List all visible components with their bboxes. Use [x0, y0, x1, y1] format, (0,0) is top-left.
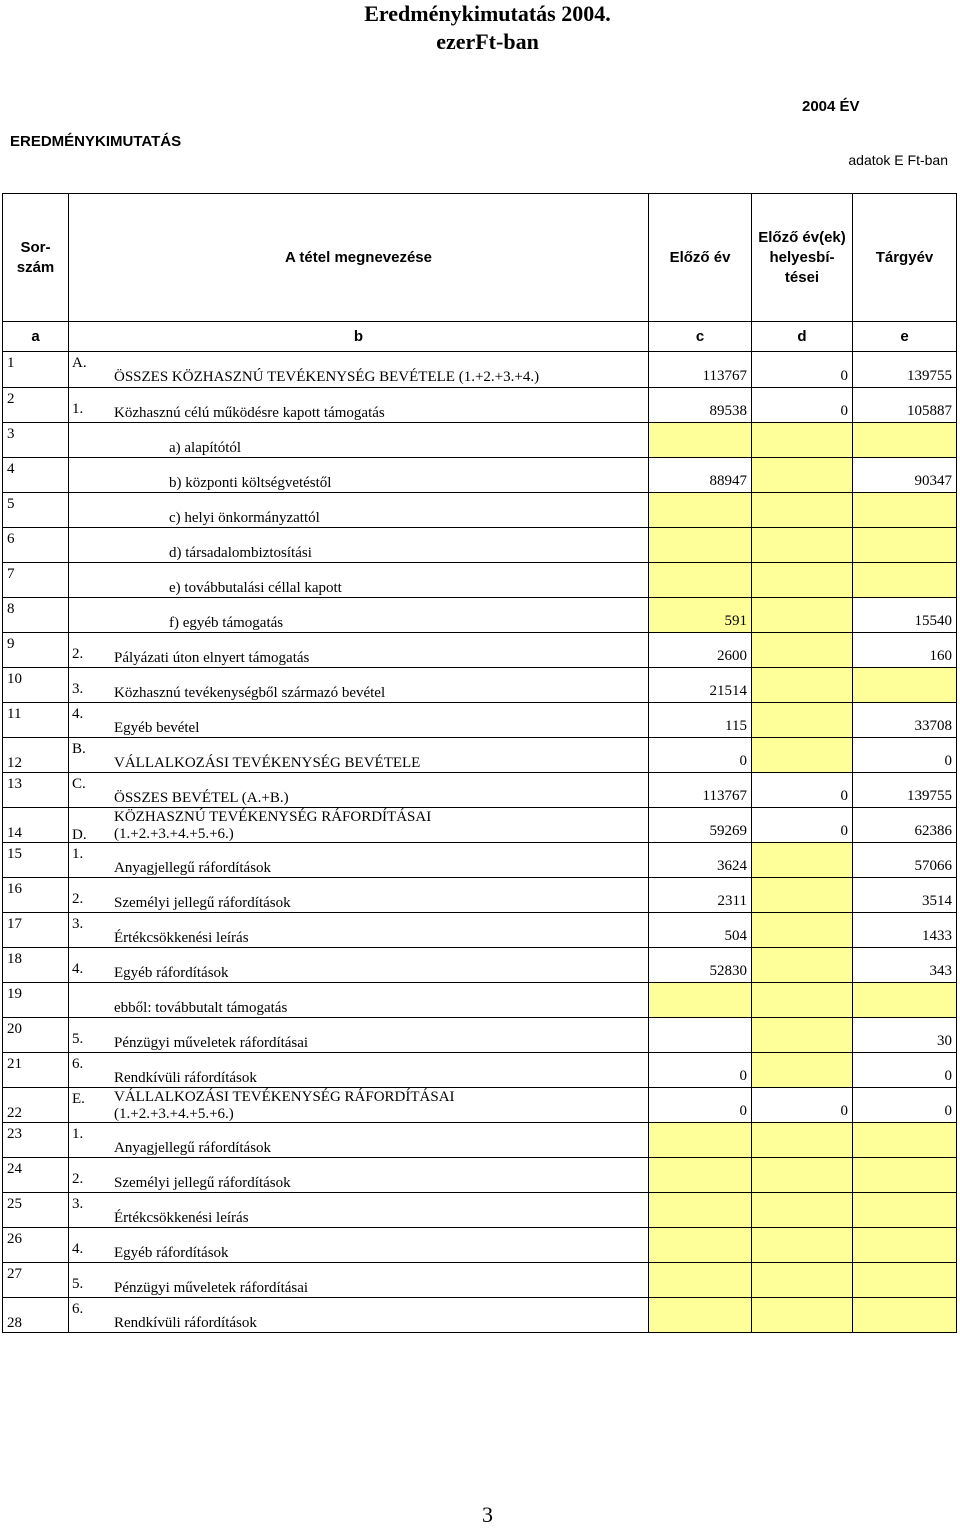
row-label-cell	[69, 1053, 649, 1088]
table-row	[3, 528, 957, 563]
row-code: 2.	[72, 646, 84, 662]
table-row	[3, 843, 957, 878]
prev-year-value	[649, 423, 752, 458]
current-year-value: 33708	[853, 703, 957, 738]
table-row	[3, 352, 957, 388]
row-label-cell	[69, 563, 649, 598]
prev-year-value: 2311	[649, 878, 752, 913]
row-code: 3.	[72, 916, 84, 932]
row-number: 9	[3, 633, 69, 668]
row-label-cell	[69, 1298, 649, 1333]
col-header-prev: Előző év	[649, 194, 752, 322]
row-label: Értékcsökkenési leírás	[114, 930, 249, 946]
table-row	[3, 773, 957, 808]
row-label-cell	[69, 598, 649, 633]
prev-year-value	[649, 528, 752, 563]
row-code: 2.	[72, 1171, 84, 1187]
revision-value	[752, 703, 853, 738]
row-label: f) egyéb támogatás	[169, 615, 284, 631]
row-number: 3	[3, 423, 69, 458]
prev-year-value: 89538	[649, 388, 752, 423]
prev-year-value: 52830	[649, 948, 752, 983]
row-code: C.	[72, 776, 86, 792]
row-label: Pénzügyi műveletek ráfordításai	[114, 1280, 309, 1296]
row-number: 24	[3, 1158, 69, 1193]
row-label-cell	[69, 948, 649, 983]
table-row	[3, 1053, 957, 1088]
letter-e: e	[853, 322, 957, 352]
row-code: 5.	[72, 1276, 84, 1292]
row-number: 5	[3, 493, 69, 528]
current-year-value	[853, 528, 957, 563]
page-number: 3	[482, 1502, 493, 1527]
row-label-cell	[69, 388, 649, 423]
row-code: 6.	[72, 1056, 84, 1072]
prev-year-value	[649, 1123, 752, 1158]
col-header-name: A tétel megnevezése	[69, 194, 649, 322]
row-number: 25	[3, 1193, 69, 1228]
revision-value	[752, 878, 853, 913]
revision-value	[752, 983, 853, 1018]
row-label-cell	[69, 633, 649, 668]
row-number: 1	[3, 352, 69, 388]
prev-year-value	[649, 1298, 752, 1333]
row-label: Egyéb ráfordítások	[114, 1245, 229, 1261]
row-number: 15	[3, 843, 69, 878]
row-label: Értékcsökkenési leírás	[114, 1210, 249, 1226]
revision-value	[752, 1193, 853, 1228]
current-year-value: 15540	[853, 598, 957, 633]
row-label-cell	[69, 808, 649, 843]
prev-year-value: 59269	[649, 808, 752, 843]
row-code: 1.	[72, 401, 84, 417]
row-label-cell	[69, 1263, 649, 1298]
table-row	[3, 983, 957, 1018]
row-label-cell	[69, 1228, 649, 1263]
revision-value: 0	[752, 773, 853, 808]
row-label: Anyagjellegű ráfordítások	[114, 860, 272, 876]
row-number: 4	[3, 458, 69, 493]
current-year-value: 1433	[853, 913, 957, 948]
prev-year-value: 21514	[649, 668, 752, 703]
row-number: 10	[3, 668, 69, 703]
revision-value	[752, 423, 853, 458]
revision-value	[752, 843, 853, 878]
row-code: 3.	[72, 1196, 84, 1212]
current-year-value	[853, 1263, 957, 1298]
table-row	[3, 1263, 957, 1298]
row-label-formula: (1.+2.+3.+4.+5.+6.)	[114, 826, 234, 842]
revision-value	[752, 528, 853, 563]
prev-year-value	[649, 1018, 752, 1053]
revision-value	[752, 948, 853, 983]
table-row	[3, 388, 957, 423]
row-label-cell	[69, 878, 649, 913]
row-label-cell	[69, 668, 649, 703]
row-number: 17	[3, 913, 69, 948]
row-code: A.	[72, 355, 87, 371]
row-number: 14	[3, 808, 69, 843]
row-code: 4.	[72, 706, 84, 722]
prev-year-value: 113767	[649, 352, 752, 388]
table-row	[3, 913, 957, 948]
letter-a: a	[3, 322, 69, 352]
income-statement-table	[2, 193, 957, 1333]
current-year-value	[853, 423, 957, 458]
current-year-value: 139755	[853, 352, 957, 388]
table-row	[3, 668, 957, 703]
document-title: Eredménykimutatás 2004.	[364, 1, 611, 26]
row-number: 19	[3, 983, 69, 1018]
table-row	[3, 1193, 957, 1228]
prev-year-value	[649, 1263, 752, 1298]
row-label: Pályázati úton elnyert támogatás	[114, 650, 310, 666]
current-year-value: 0	[853, 1088, 957, 1123]
current-year-value	[853, 563, 957, 598]
table-row	[3, 1228, 957, 1263]
current-year-value	[853, 1228, 957, 1263]
current-year-value: 3514	[853, 878, 957, 913]
row-number: 2	[3, 388, 69, 423]
row-label-cell	[69, 423, 649, 458]
prev-year-value: 88947	[649, 458, 752, 493]
revision-value	[752, 633, 853, 668]
row-label-cell	[69, 1088, 649, 1123]
row-code: 1.	[72, 846, 84, 862]
row-number: 21	[3, 1053, 69, 1088]
prev-year-value	[649, 493, 752, 528]
row-code: 6.	[72, 1301, 84, 1317]
prev-year-value	[649, 563, 752, 598]
revision-value	[752, 563, 853, 598]
current-year-value	[853, 1123, 957, 1158]
revision-value: 0	[752, 352, 853, 388]
year-label: 2004 ÉV	[802, 98, 860, 115]
revision-value	[752, 598, 853, 633]
current-year-value: 62386	[853, 808, 957, 843]
current-year-value: 30	[853, 1018, 957, 1053]
table-row	[3, 1298, 957, 1333]
prev-year-value: 113767	[649, 773, 752, 808]
revision-value: 0	[752, 808, 853, 843]
table-row	[3, 563, 957, 598]
row-label: Pénzügyi műveletek ráfordításai	[114, 1035, 309, 1051]
prev-year-value: 0	[649, 1088, 752, 1123]
revision-value	[752, 1298, 853, 1333]
revision-value	[752, 1263, 853, 1298]
row-number: 23	[3, 1123, 69, 1158]
row-label-cell	[69, 1158, 649, 1193]
row-code: 3.	[72, 681, 84, 697]
row-code: 2.	[72, 891, 84, 907]
current-year-value: 0	[853, 738, 957, 773]
current-year-value	[853, 668, 957, 703]
revision-value	[752, 493, 853, 528]
current-year-value: 160	[853, 633, 957, 668]
current-year-value	[853, 1298, 957, 1333]
revision-value	[752, 1018, 853, 1053]
row-label-cell	[69, 493, 649, 528]
row-number: 28	[3, 1298, 69, 1333]
col-header-curr: Tárgyév	[853, 194, 957, 322]
letter-b: b	[69, 322, 649, 352]
row-label-cell	[69, 528, 649, 563]
row-label: Közhasznú célú működésre kapott támogatás	[114, 405, 385, 421]
row-label: Rendkívüli ráfordítások	[114, 1070, 257, 1086]
table-row	[3, 1088, 957, 1123]
prev-year-value: 0	[649, 1053, 752, 1088]
letter-c: c	[649, 322, 752, 352]
row-label: e) továbbutalási céllal kapott	[169, 580, 342, 596]
row-label: Egyéb ráfordítások	[114, 965, 229, 981]
row-label: d) társadalombiztosítási	[169, 545, 312, 561]
table-row	[3, 738, 957, 773]
header-row	[3, 194, 957, 322]
revision-value: 0	[752, 388, 853, 423]
row-label: Személyi jellegű ráfordítások	[114, 895, 291, 911]
table-row	[3, 598, 957, 633]
row-label-cell	[69, 773, 649, 808]
row-label-cell	[69, 738, 649, 773]
current-year-value: 90347	[853, 458, 957, 493]
letter-d: d	[752, 322, 853, 352]
row-number: 22	[3, 1088, 69, 1123]
row-label-cell	[69, 458, 649, 493]
col-header-sorszam: Sor-szám	[3, 194, 69, 322]
current-year-value: 105887	[853, 388, 957, 423]
current-year-value: 57066	[853, 843, 957, 878]
row-number: 6	[3, 528, 69, 563]
row-code: E.	[72, 1091, 85, 1107]
row-number: 11	[3, 703, 69, 738]
row-label: VÁLLALKOZÁSI TEVÉKENYSÉG RÁFORDÍTÁSAI	[114, 1089, 455, 1105]
row-label-cell	[69, 1193, 649, 1228]
revision-value	[752, 458, 853, 493]
row-code: 4.	[72, 1241, 84, 1257]
row-label: Személyi jellegű ráfordítások	[114, 1175, 291, 1191]
current-year-value: 0	[853, 1053, 957, 1088]
prev-year-value: 115	[649, 703, 752, 738]
table-row	[3, 1158, 957, 1193]
revision-value: 0	[752, 1088, 853, 1123]
row-label: ÖSSZES BEVÉTEL (A.+B.)	[114, 790, 289, 806]
row-number: 27	[3, 1263, 69, 1298]
row-number: 26	[3, 1228, 69, 1263]
row-label: Anyagjellegű ráfordítások	[114, 1140, 272, 1156]
current-year-value: 343	[853, 948, 957, 983]
row-number: 7	[3, 563, 69, 598]
prev-year-value: 504	[649, 913, 752, 948]
current-year-value	[853, 983, 957, 1018]
revision-value	[752, 1123, 853, 1158]
row-number: 12	[3, 738, 69, 773]
table-row	[3, 878, 957, 913]
row-code: 1.	[72, 1126, 84, 1142]
row-label-cell	[69, 843, 649, 878]
current-year-value: 139755	[853, 773, 957, 808]
col-header-rev: Előző év(ek) helyesbí-tései	[752, 194, 853, 322]
table-row	[3, 948, 957, 983]
row-code: B.	[72, 741, 86, 757]
prev-year-value	[649, 1193, 752, 1228]
current-year-value	[853, 493, 957, 528]
revision-value	[752, 1228, 853, 1263]
row-label: ÖSSZES KÖZHASZNÚ TEVÉKENYSÉG BEVÉTELE (1.+2.+3.+4.)	[114, 369, 540, 385]
revision-value	[752, 738, 853, 773]
row-label-formula: (1.+2.+3.+4.+5.+6.)	[114, 1106, 234, 1122]
row-number: 20	[3, 1018, 69, 1053]
revision-value	[752, 1053, 853, 1088]
table-row	[3, 423, 957, 458]
unit-label: adatok E Ft-ban	[848, 152, 948, 168]
row-label-cell	[69, 1123, 649, 1158]
row-label: b) központi költségvetéstől	[169, 475, 332, 491]
prev-year-value	[649, 1158, 752, 1193]
revision-value	[752, 913, 853, 948]
current-year-value	[853, 1158, 957, 1193]
prev-year-value: 2600	[649, 633, 752, 668]
table-row	[3, 493, 957, 528]
row-label: ebből: továbbutalt támogatás	[114, 1000, 288, 1016]
row-label-cell	[69, 913, 649, 948]
prev-year-value: 0	[649, 738, 752, 773]
row-code: 5.	[72, 1031, 84, 1047]
row-label: KÖZHASZNÚ TEVÉKENYSÉG RÁFORDÍTÁSAI	[114, 809, 432, 825]
report-label: EREDMÉNYKIMUTATÁS	[10, 133, 182, 150]
revision-value	[752, 668, 853, 703]
prev-year-value	[649, 983, 752, 1018]
prev-year-value: 3624	[649, 843, 752, 878]
row-number: 18	[3, 948, 69, 983]
document-subtitle: ezerFt-ban	[436, 29, 539, 54]
table-row	[3, 1123, 957, 1158]
row-label-cell	[69, 1018, 649, 1053]
row-label-cell	[69, 983, 649, 1018]
row-label: c) helyi önkormányzattól	[169, 510, 320, 526]
row-label: a) alapítótól	[169, 440, 242, 456]
current-year-value	[853, 1193, 957, 1228]
table-row	[3, 1018, 957, 1053]
row-label-cell	[69, 352, 649, 388]
row-number: 13	[3, 773, 69, 808]
row-code: D.	[72, 827, 87, 843]
table-row	[3, 808, 957, 843]
table-row	[3, 703, 957, 738]
row-label: Egyéb bevétel	[114, 720, 200, 736]
row-label: Közhasznú tevékenységből származó bevétel	[114, 685, 386, 701]
row-number: 8	[3, 598, 69, 633]
revision-value	[752, 1158, 853, 1193]
row-number: 16	[3, 878, 69, 913]
letters-row	[3, 322, 957, 352]
row-label-cell	[69, 703, 649, 738]
table-row	[3, 633, 957, 668]
row-label: Rendkívüli ráfordítások	[114, 1315, 257, 1331]
row-code: 4.	[72, 961, 84, 977]
prev-year-value	[649, 1228, 752, 1263]
prev-year-value: 591	[649, 598, 752, 633]
table-row	[3, 458, 957, 493]
row-label: VÁLLALKOZÁSI TEVÉKENYSÉG BEVÉTELE	[114, 755, 421, 771]
